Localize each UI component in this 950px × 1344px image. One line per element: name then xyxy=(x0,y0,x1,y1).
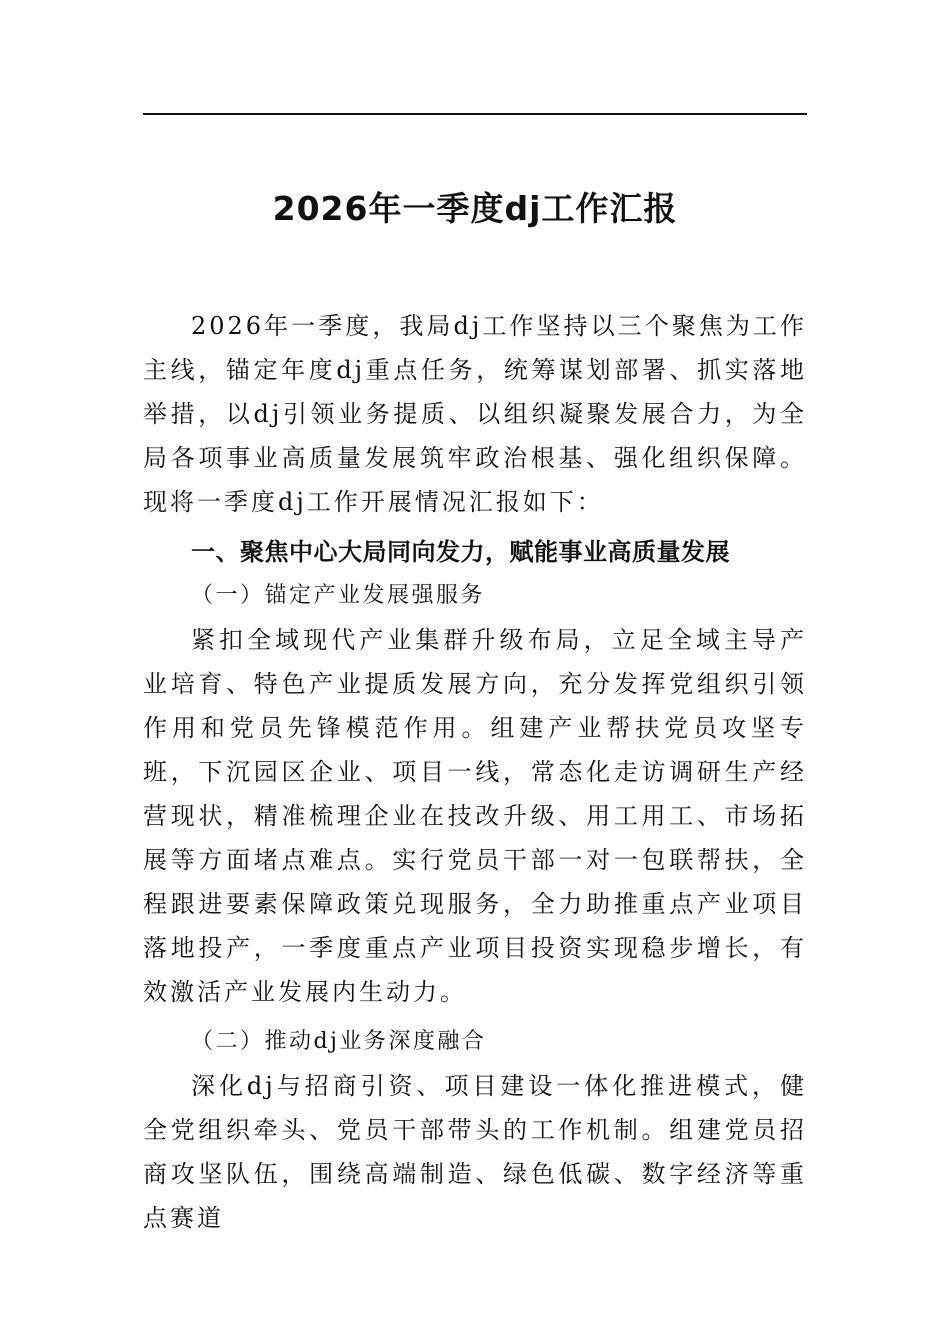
header-rule xyxy=(143,113,807,115)
section-1-heading: 一、聚焦中心大局同向发力，赋能事业高质量发展 xyxy=(191,538,730,566)
subsection-1-1-body: 紧扣全域现代产业集群升级布局，立足全域主导产业培育、特色产业提质发展方向，充分发挥党组织引领作用和党员先锋模范作用。组建产业帮扶党员攻坚专班，下沉园区企业、项目一线，常态化走访调研生产经营现状，精准梳理企业在技改升级、用工用工、市场拓展等方面堵点难点。实行党员干部一对一包联帮扶，全程跟进要素保障政策兑现服务，全力助推重点产业项目落地投产，一季度重点产业项目投资实现稳步增长，有效激活产业发展内生动力。 xyxy=(143,626,807,1006)
document-body xyxy=(143,304,807,1240)
document-title: 2026年一季度dj工作汇报 xyxy=(272,189,678,228)
subsection-1-2-body: 深化dj与招商引资、项目建设一体化推进模式，健全党组织牵头、党员干部带头的工作机制。组建党员招商攻坚队伍，围绕高端制造、绿色低碳、数字经济等重点赛道 xyxy=(143,1072,807,1232)
subsection-1-2-heading: （二）推动dj业务深度融合 xyxy=(191,1029,487,1054)
subsection-1-1-heading: （一）锚定产业发展强服务 xyxy=(191,583,486,608)
intro-paragraph: 2026年一季度，我局dj工作坚持以三个聚焦为工作主线，锚定年度dj重点任务，统筹谋划部署、抓实落地举措，以dj引领业务提质、以组织凝聚发展合力，为全局各项事业高质量发展筑牢政治根基、强化组织保障。现将一季度dj工作开展情况汇报如下： xyxy=(143,312,807,516)
